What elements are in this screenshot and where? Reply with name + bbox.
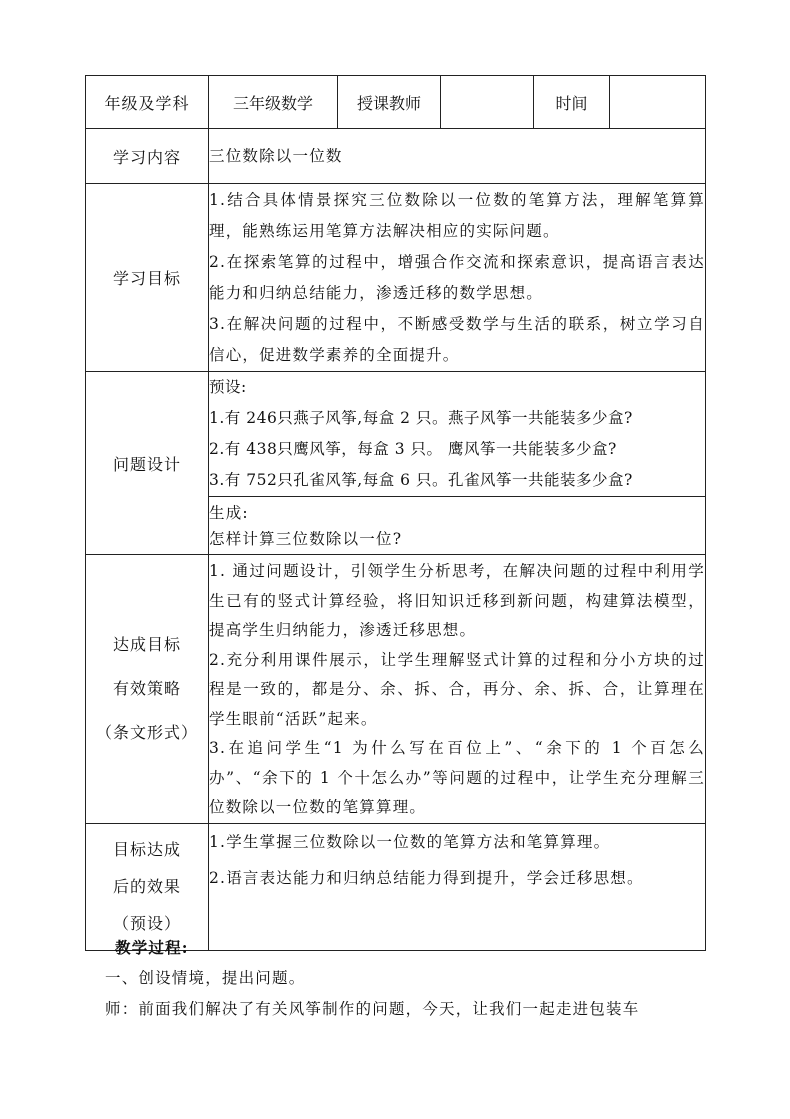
strategy-row [86, 555, 706, 824]
effect-item: 1.学生掌握三位数除以一位数的笔算方法和笔算算理。 [209, 832, 611, 851]
goals-label: 学习目标 [86, 184, 209, 372]
grade-subject-value: 三年级数学 [209, 76, 338, 129]
teaching-process [105, 932, 725, 1025]
strategy-item: 2.充分利用课件展示，让学生理解竖式计算的过程和分小方块的过程是一致的，都是分、余、拆、合，再分、余、拆、合，让算理在学生眼前“活跃”起来。 [209, 650, 705, 728]
questions-label: 问题设计 [86, 372, 209, 555]
teacher-value [441, 76, 534, 129]
strategy-label [86, 555, 209, 824]
effect-item: 2.语言表达能力和归纳总结能力得到提升，学会迁移思想。 [209, 868, 644, 887]
process-line: 师：前面我们解决了有关风筝制作的问题，今天，让我们一起走进包装车 [105, 1000, 640, 1018]
process-line: 一、创设情境，提出问题。 [105, 969, 306, 987]
effect-row [86, 823, 706, 950]
effect-label-line: 目标达成 [112, 840, 181, 859]
effect-label-line: 后的效果 [112, 877, 181, 896]
time-label: 时间 [534, 76, 610, 129]
questions-row-preset [86, 372, 706, 497]
strategy-item: 3.在追问学生“1 为什么写在百位上”、“余下的 1 个百怎么办”、“余下的 1 个十怎么办”等问题的过程中，让学生充分理解三位数除以一位数的笔算算理。 [209, 739, 705, 816]
preset-title: 预设: [209, 378, 247, 396]
lesson-plan-table [85, 75, 706, 951]
goals-content [209, 184, 706, 372]
preset-item: 2.有 438只鹰风筝，每盒 3 只。 鹰风筝一共能装多少盒? [209, 440, 617, 458]
strategy-item: 1. 通过问题设计，引领学生分析思考，在解决问题的过程中利用学生已有的竖式计算经验，将旧知识迁移到新问题，构建算法模型，提高学生归纳能力，渗透迁移思想。 [209, 562, 705, 639]
goal-item: 1.结合具体情景探究三位数除以一位数的笔算方法，理解笔算算理，能熟练运用笔算方法解决相应的实际问题。 [209, 191, 705, 240]
goal-item: 3.在解决问题的过程中，不断感受数学与生活的联系，树立学习自信心，促进数学素养的全面提升。 [209, 315, 705, 364]
generate-text: 怎样计算三位数除以一位? [209, 530, 403, 548]
preset-questions [209, 372, 706, 497]
effect-label-line: （预设） [112, 914, 181, 933]
goals-row [86, 184, 706, 372]
strategy-label-line: （条文形式） [95, 722, 198, 742]
header-row [86, 76, 706, 129]
generated-question [209, 497, 706, 555]
teacher-label: 授课教师 [338, 76, 441, 129]
preset-item: 3.有 752只孔雀风筝,每盒 6 只。孔雀风筝一共能装多少盒? [209, 471, 633, 489]
goal-item: 2.在探索笔算的过程中，增强合作交流和探索意识，提高语言表达能力和归纳总结能力，渗透迁移的数学思想。 [209, 253, 705, 302]
generate-title: 生成: [209, 504, 249, 522]
strategy-label-line: 达成目标 [112, 634, 181, 654]
strategy-label-line: 有效策略 [112, 678, 181, 698]
effect-label [86, 823, 209, 950]
grade-subject-label: 年级及学科 [86, 76, 209, 129]
preset-item: 1.有 246只燕子风筝,每盒 2 只。燕子风筝一共能装多少盒? [209, 409, 633, 427]
content-row [86, 129, 706, 184]
process-title: 教学过程: [115, 938, 189, 957]
effect-content [209, 823, 706, 950]
content-label: 学习内容 [86, 129, 209, 184]
content-value: 三位数除以一位数 [209, 129, 706, 184]
strategy-content [209, 555, 706, 824]
time-value [610, 76, 706, 129]
